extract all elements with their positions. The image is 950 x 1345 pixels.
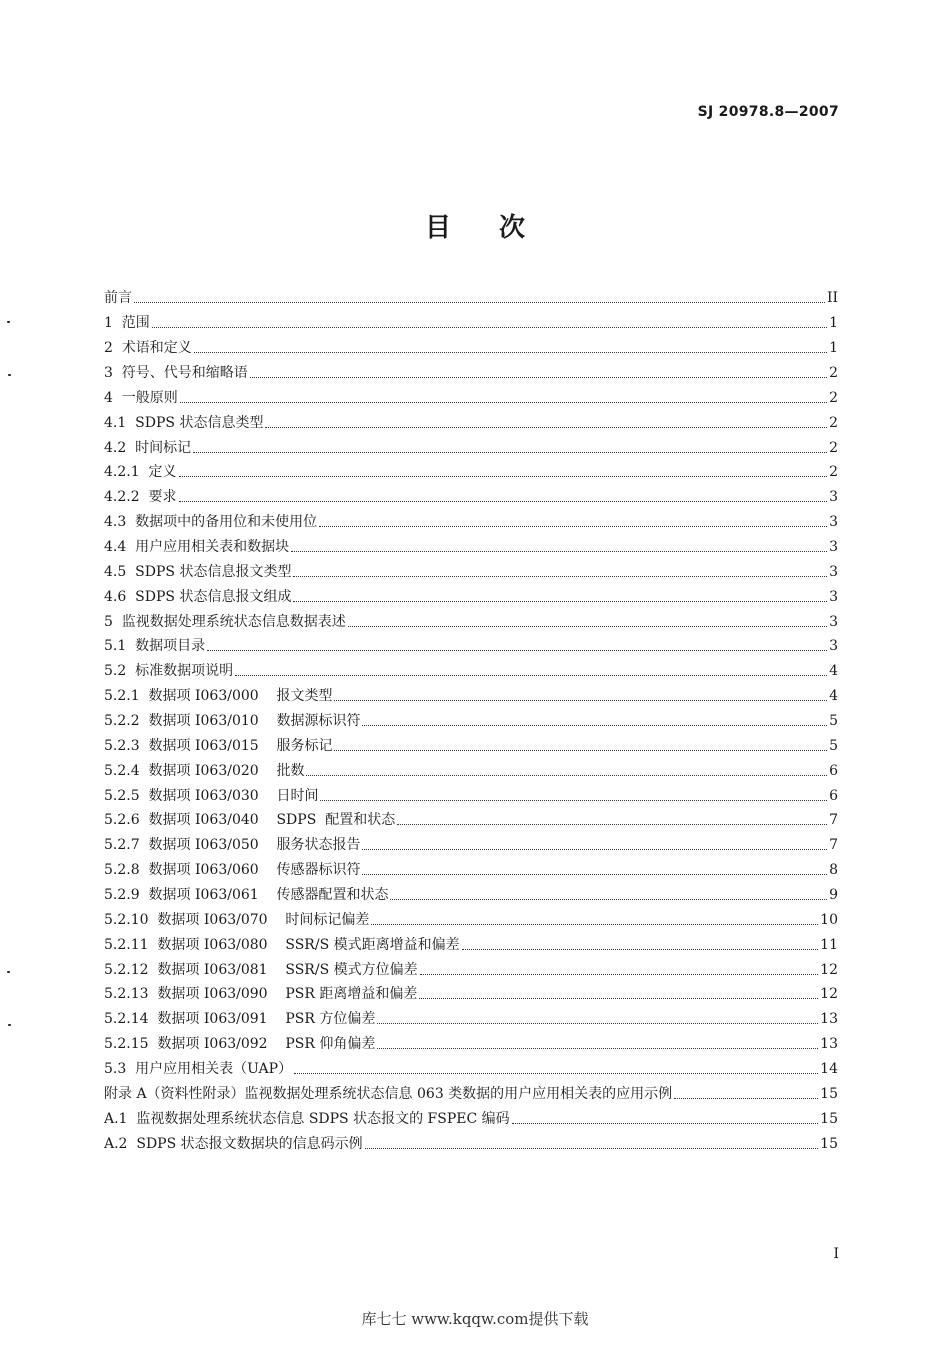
toc-entry-label: 4.2 时间标记 bbox=[104, 439, 192, 456]
toc-entry-page: 4 bbox=[829, 688, 838, 705]
toc-entry-label: 5.2.5 数据项 I063/030 日时间 bbox=[104, 787, 319, 804]
toc-leader-dots bbox=[306, 774, 827, 776]
toc-entry-label: 3 符号、代号和缩略语 bbox=[104, 365, 248, 381]
toc-entry-page: 11 bbox=[820, 936, 838, 953]
toc-leader-dots bbox=[377, 1047, 818, 1049]
toc-leader-dots bbox=[265, 426, 827, 428]
toc-entry[interactable] bbox=[104, 684, 838, 709]
toc-entry-page: 13 bbox=[820, 1011, 838, 1028]
toc-entry-label: 4.1 SDPS 状态信息类型 bbox=[104, 414, 264, 431]
toc-leader-dots bbox=[319, 525, 827, 527]
toc-entry-page: 8 bbox=[829, 862, 838, 879]
toc-entry-page: 5 bbox=[829, 737, 838, 754]
toc-entry-page: 1 bbox=[829, 340, 838, 357]
toc-entry[interactable] bbox=[104, 659, 838, 684]
toc-leader-dots bbox=[362, 873, 827, 875]
toc-entry[interactable] bbox=[104, 584, 838, 609]
toc-entry[interactable] bbox=[104, 957, 838, 982]
title-char-1: 目 bbox=[424, 213, 451, 243]
toc-entry[interactable] bbox=[104, 932, 838, 957]
toc-entry-page: 3 bbox=[829, 563, 838, 580]
toc-entry[interactable] bbox=[104, 783, 838, 808]
toc-entry-page: 3 bbox=[829, 514, 838, 531]
toc-entry[interactable] bbox=[104, 361, 838, 386]
toc-entry[interactable] bbox=[104, 982, 838, 1007]
toc-entry-label: 4.5 SDPS 状态信息报文类型 bbox=[104, 563, 292, 580]
toc-entry[interactable] bbox=[104, 510, 838, 535]
toc-entry-page: 12 bbox=[820, 961, 838, 978]
toc-entry-label: 5.2.3 数据项 I063/015 服务标记 bbox=[104, 737, 333, 754]
toc-leader-dots bbox=[420, 973, 819, 975]
toc-entry[interactable] bbox=[104, 1106, 838, 1131]
toc-leader-dots bbox=[294, 1072, 818, 1074]
toc-leader-dots bbox=[371, 923, 818, 925]
toc-entry[interactable] bbox=[104, 1057, 838, 1082]
toc-entry[interactable] bbox=[104, 535, 838, 560]
toc-entry[interactable] bbox=[104, 808, 838, 833]
toc-entry-label: 4.2.2 要求 bbox=[104, 489, 177, 506]
scan-speck bbox=[7, 971, 10, 973]
toc-entry[interactable] bbox=[104, 435, 838, 460]
toc-leader-dots bbox=[152, 326, 827, 328]
toc-entry-label: 5.2.11 数据项 I063/080 SSR/S 模式距离增益和偏差 bbox=[104, 936, 460, 953]
toc-leader-dots bbox=[348, 625, 827, 627]
toc-entry[interactable] bbox=[104, 485, 838, 510]
toc-entry-label: 5.2.10 数据项 I063/070 时间标记偏差 bbox=[104, 911, 370, 928]
toc-entry-label: 5.2.13 数据项 I063/090 PSR 距离增益和偏差 bbox=[104, 986, 418, 1003]
toc-entry[interactable] bbox=[104, 336, 838, 361]
toc-entry-label: 5.2 标准数据项说明 bbox=[104, 663, 234, 680]
toc-entry[interactable] bbox=[104, 883, 838, 908]
toc-entry-page: 15 bbox=[820, 1085, 838, 1102]
toc-entry-label: 4.4 用户应用相关表和数据块 bbox=[104, 539, 290, 556]
page-title bbox=[0, 207, 950, 244]
toc-entry-page: 12 bbox=[820, 986, 838, 1003]
toc-leader-dots bbox=[362, 848, 827, 850]
toc-entry[interactable] bbox=[104, 559, 838, 584]
toc-leader-dots bbox=[291, 550, 827, 552]
toc-entry[interactable] bbox=[104, 1032, 838, 1057]
toc-entry-page: 7 bbox=[829, 837, 838, 854]
toc-entry[interactable] bbox=[104, 907, 838, 932]
toc-leader-dots bbox=[179, 475, 828, 477]
toc-entry[interactable] bbox=[104, 460, 838, 485]
toc-entry[interactable] bbox=[104, 733, 838, 758]
toc-entry-label: 4 一般原则 bbox=[104, 389, 178, 406]
toc-leader-dots bbox=[462, 948, 819, 950]
toc-entry-page: 3 bbox=[829, 638, 838, 655]
toc-leader-dots bbox=[134, 301, 825, 303]
toc-leader-dots bbox=[250, 376, 827, 378]
toc-leader-dots bbox=[419, 997, 818, 999]
toc-leader-dots bbox=[397, 823, 827, 825]
toc-entry-label: 5.3 用户应用相关表（UAP） bbox=[104, 1061, 293, 1078]
toc-entry-page: 2 bbox=[829, 464, 838, 481]
toc-entry-label: 附录 A（资料性附录）监视数据处理系统状态信息 063 类数据的用户应用相关表的应用示例 bbox=[104, 1085, 673, 1102]
toc-entry-label: 5.2.15 数据项 I063/092 PSR 仰角偏差 bbox=[104, 1036, 376, 1053]
toc-entry-page: 9 bbox=[829, 887, 838, 904]
toc-leader-dots bbox=[512, 1122, 819, 1124]
toc-entry[interactable] bbox=[104, 410, 838, 435]
toc-leader-dots bbox=[180, 401, 827, 403]
footer-watermark: 库七七 www.kqqw.com提供下载 bbox=[361, 1310, 589, 1328]
toc-entry-page: 13 bbox=[820, 1036, 838, 1053]
toc-entry-label: 4.6 SDPS 状态信息报文组成 bbox=[104, 588, 292, 605]
toc-entry[interactable] bbox=[104, 833, 838, 858]
toc-entry[interactable] bbox=[104, 385, 838, 410]
toc-entry[interactable] bbox=[104, 709, 838, 734]
toc-leader-dots bbox=[179, 500, 828, 502]
toc-leader-dots bbox=[194, 351, 827, 353]
toc-entry-page: 3 bbox=[829, 613, 838, 630]
toc-entry-label: 1 范围 bbox=[104, 315, 150, 332]
toc-entry-page: 2 bbox=[829, 414, 838, 431]
toc-entry[interactable] bbox=[104, 1131, 838, 1156]
toc-entry-label: A.2 SDPS 状态报文数据块的信息码示例 bbox=[104, 1135, 363, 1152]
toc-entry-label: 4.2.1 定义 bbox=[104, 464, 177, 481]
toc-entry[interactable] bbox=[104, 858, 838, 883]
toc-entry-label: 4.3 数据项中的备用位和未使用位 bbox=[104, 514, 318, 531]
toc-entry[interactable] bbox=[104, 609, 838, 634]
toc-entry-label: 前言 bbox=[104, 290, 132, 307]
toc-leader-dots bbox=[235, 674, 827, 676]
toc-leader-dots bbox=[674, 1097, 818, 1099]
toc-entry[interactable] bbox=[104, 758, 838, 783]
toc-entry-label: 5.1 数据项目录 bbox=[104, 638, 206, 655]
scan-speck bbox=[8, 1024, 11, 1026]
toc-entry-label: 5.2.8 数据项 I063/060 传感器标识符 bbox=[104, 862, 361, 879]
toc-entry-label: 5.2.14 数据项 I063/091 PSR 方位偏差 bbox=[104, 1011, 376, 1028]
toc-leader-dots bbox=[293, 575, 827, 577]
scan-speck bbox=[7, 321, 10, 323]
toc-leader-dots bbox=[207, 649, 827, 651]
title-char-2: 次 bbox=[499, 213, 526, 243]
toc-entry-page: 5 bbox=[829, 713, 838, 730]
toc-entry-page: 7 bbox=[829, 812, 838, 829]
toc-entry-label: 5.2.6 数据项 I063/040 SDPS 配置和状态 bbox=[104, 812, 396, 829]
page-number: I bbox=[833, 1246, 839, 1262]
toc-entry-label: 5.2.12 数据项 I063/081 SSR/S 模式方位偏差 bbox=[104, 961, 418, 978]
toc-leader-dots bbox=[193, 451, 827, 453]
toc-leader-dots bbox=[334, 699, 827, 701]
toc-entry-label: 5.2.1 数据项 I063/000 报文类型 bbox=[104, 688, 333, 705]
toc-leader-dots bbox=[377, 1022, 818, 1024]
toc-entry-page: 6 bbox=[829, 787, 838, 804]
toc-entry-page: 1 bbox=[829, 315, 838, 332]
toc-entry-label: 2 术语和定义 bbox=[104, 340, 192, 357]
toc-entry-label: 5.2.9 数据项 I063/061 传感器配置和状态 bbox=[104, 887, 389, 904]
toc-leader-dots bbox=[293, 600, 827, 602]
toc-leader-dots bbox=[320, 799, 827, 801]
toc-entry-page: 3 bbox=[829, 539, 838, 556]
toc-entry-label: 5.2.4 数据项 I063/020 批数 bbox=[104, 762, 305, 779]
toc-entry-label: A.1 监视数据处理系统状态信息 SDPS 状态报文的 FSPEC 编码 bbox=[104, 1110, 510, 1127]
toc-entry-page: 14 bbox=[820, 1061, 838, 1078]
toc-entry-page: 15 bbox=[820, 1110, 838, 1127]
toc-entry[interactable] bbox=[104, 1082, 838, 1107]
toc-entry-label: 5 监视数据处理系统状态信息数据表述 bbox=[104, 613, 346, 630]
toc-entry-page: 15 bbox=[820, 1135, 838, 1152]
toc-entry[interactable] bbox=[104, 286, 838, 311]
toc-entry[interactable] bbox=[104, 634, 838, 659]
toc-entry-page: 2 bbox=[829, 389, 838, 406]
toc-leader-dots bbox=[390, 898, 827, 900]
toc-entry-page: 3 bbox=[829, 588, 838, 605]
toc-entry[interactable] bbox=[104, 1007, 838, 1032]
toc-entry-page: 2 bbox=[829, 439, 838, 456]
toc-entry-page: II bbox=[826, 290, 838, 307]
toc-entry[interactable] bbox=[104, 311, 838, 336]
table-of-contents bbox=[104, 286, 838, 1156]
toc-entry-page: 4 bbox=[829, 663, 838, 680]
toc-entry-page: 3 bbox=[829, 489, 838, 506]
scan-speck bbox=[8, 374, 11, 376]
toc-entry-page: 10 bbox=[820, 911, 838, 928]
toc-entry-label: 5.2.2 数据项 I063/010 数据源标识符 bbox=[104, 713, 361, 730]
toc-entry-label: 5.2.7 数据项 I063/050 服务状态报告 bbox=[104, 837, 361, 854]
toc-entry-page: 6 bbox=[829, 762, 838, 779]
toc-leader-dots bbox=[365, 1147, 819, 1149]
toc-leader-dots bbox=[334, 749, 827, 751]
toc-leader-dots bbox=[362, 724, 827, 726]
toc-entry-page: 2 bbox=[829, 365, 838, 381]
document-code: SJ 20978.8—2007 bbox=[697, 104, 839, 120]
